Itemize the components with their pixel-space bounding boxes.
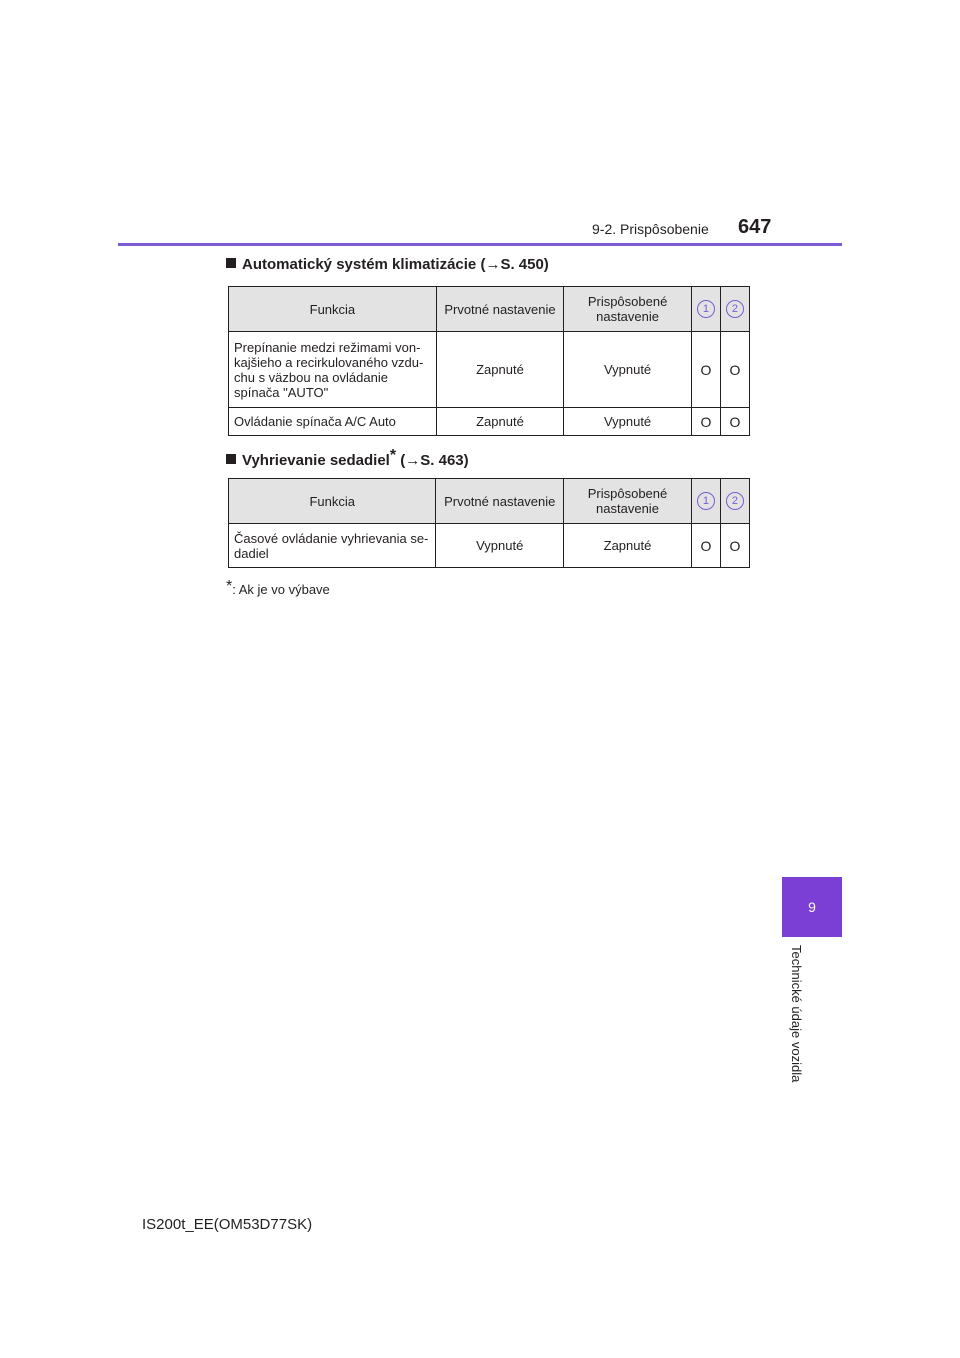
- header-method-2: [720, 287, 749, 332]
- cell-initial: Zapnuté: [436, 332, 563, 408]
- header-custom-setting: Prispôsobené nastavenie: [564, 287, 692, 332]
- header-method-1: [691, 479, 720, 524]
- cell-method-2: O: [720, 408, 749, 436]
- cell-function: Prepínanie medzi režimami von-kajšieho a recirkulovaného vzdu-chu s väzbou na ovládanie spínača "AUTO": [229, 332, 437, 408]
- circled-number-2-icon: 2: [726, 492, 744, 510]
- cell-method-1: O: [691, 332, 720, 408]
- chapter-title: Technické údaje vozidla: [789, 945, 804, 1083]
- chapter-tab[interactable]: [782, 877, 842, 937]
- cell-function: Ovládanie spínača A/C Auto: [229, 408, 437, 436]
- cell-custom: Vypnuté: [564, 332, 692, 408]
- cell-method-1: O: [691, 524, 720, 568]
- table-row: [229, 332, 750, 408]
- section-heading-climate: [226, 256, 549, 273]
- header-initial-setting: Prvotné nastavenie: [436, 479, 564, 524]
- cell-method-2: O: [720, 524, 749, 568]
- header-method-2: [720, 479, 749, 524]
- table-row: [229, 524, 750, 568]
- header-method-1: [691, 287, 720, 332]
- page-reference[interactable]: S. 450): [500, 256, 549, 273]
- table-header-row: [229, 479, 750, 524]
- table-row: [229, 408, 750, 436]
- paren: (: [396, 452, 406, 469]
- cell-function: Časové ovládanie vyhrievania se-dadiel: [229, 524, 436, 568]
- page-number: 647: [738, 216, 772, 238]
- footnote-text: : Ak je vo výbave: [232, 582, 330, 597]
- header-custom-setting: Prispôsobené nastavenie: [564, 479, 692, 524]
- settings-table-seat-heating: [228, 478, 750, 568]
- settings-table-climate: [228, 286, 750, 436]
- cell-custom: Vypnuté: [564, 408, 692, 436]
- footnote-star: *: [226, 578, 233, 595]
- model-code: IS200t_EE(OM53D77SK): [142, 1216, 313, 1233]
- header-function: Funkcia: [229, 479, 436, 524]
- arrow-icon: →: [485, 256, 501, 273]
- circled-number-1-icon: 1: [697, 300, 715, 318]
- circled-number-2-icon: 2: [726, 300, 744, 318]
- cell-method-1: O: [691, 408, 720, 436]
- table-header-row: [229, 287, 750, 332]
- arrow-icon: →: [405, 452, 421, 469]
- section-title: Automatický systém klimatizácie (: [242, 256, 486, 273]
- header-function: Funkcia: [229, 287, 437, 332]
- cell-initial: Vypnuté: [436, 524, 564, 568]
- section-heading-seat-heating: [226, 447, 469, 469]
- square-bullet-icon: [226, 258, 236, 268]
- header-section-title: 9-2. Prispôsobenie: [592, 221, 709, 237]
- page-reference[interactable]: S. 463): [420, 452, 469, 469]
- cell-custom: Zapnuté: [564, 524, 692, 568]
- cell-initial: Zapnuté: [436, 408, 563, 436]
- section-title: Vyhrievanie sedadiel: [242, 452, 390, 469]
- header-initial-setting: Prvotné nastavenie: [436, 287, 563, 332]
- cell-method-2: O: [720, 332, 749, 408]
- footnote-star: *: [389, 447, 397, 464]
- circled-number-1-icon: 1: [697, 492, 715, 510]
- chapter-number: 9: [808, 899, 816, 915]
- footnote: [226, 578, 330, 597]
- square-bullet-icon: [226, 454, 236, 464]
- header-rule: [118, 243, 842, 246]
